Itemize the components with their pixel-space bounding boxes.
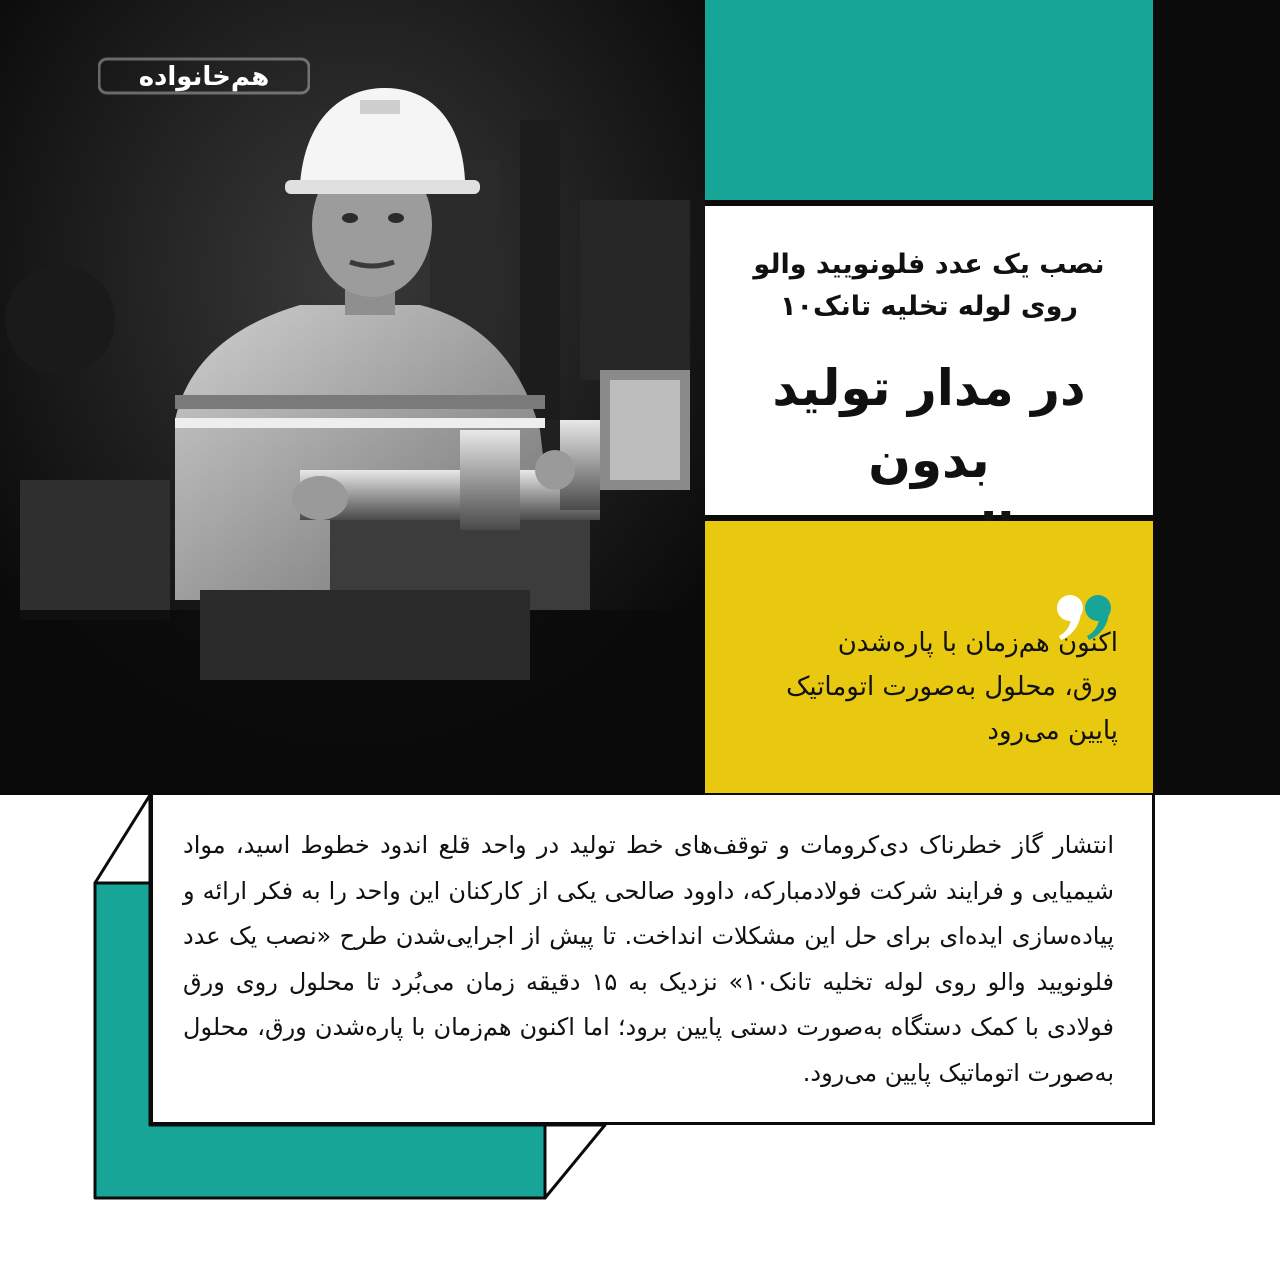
subtitle: [709, 244, 1149, 328]
quote-line-1: اکنون هم‌زمان با پاره‌شدن: [837, 628, 1118, 658]
teal-accent-block: [705, 0, 1153, 200]
logo-text: هم‌خانواده: [138, 62, 270, 92]
worker-photo: [0, 0, 705, 795]
quote-line-2: ورق، محلول به‌صورت اتوماتیک: [786, 672, 1118, 702]
brand-logo-mark: [98, 52, 310, 100]
brand-logo: [98, 52, 310, 100]
title-box: [705, 203, 1153, 518]
quote-text: [738, 621, 1118, 753]
quote-line-3: پایین می‌رود: [987, 716, 1118, 746]
worker-photo-illustration: [0, 0, 705, 795]
body-paragraph: انتشار گاز خطرناک دی‌کرومات و توقف‌های خط تولید در واحد قلع اندود خطوط اسید، مواد شیمیایی و فرایند شرکت فولادمبارکه، داوود صالحی یکی از کارکنان این واحد را به فکر ارائه و پیاده‌سازی ایده‌ای برای حل این مشکلات انداخت. تا پیش از اجرایی‌شدن طرح «نصب یک عدد فلونویید والو روی لوله تخلیه تانک۱۰» نزدیک به ۱۵ دقیقه زمان می‌بُرد تا محلول روی ورق فولادی با کمک دستگاه به‌صورت دستی پایین برود؛ اما اکنون هم‌زمان با پاره‌شدن ورق، محلول به‌صورت اتوماتیک پایین می‌رود.: [183, 831, 1114, 1087]
subtitle-line-1: نصب یک عدد فلونویید والو: [753, 249, 1105, 280]
headline-line-1: در مدار تولید بدون: [772, 359, 1086, 489]
subtitle-line-2: روی لوله تخلیه تانک۱۰: [780, 291, 1078, 322]
body-text-card: [150, 795, 1155, 1125]
quote-box: [705, 521, 1153, 793]
